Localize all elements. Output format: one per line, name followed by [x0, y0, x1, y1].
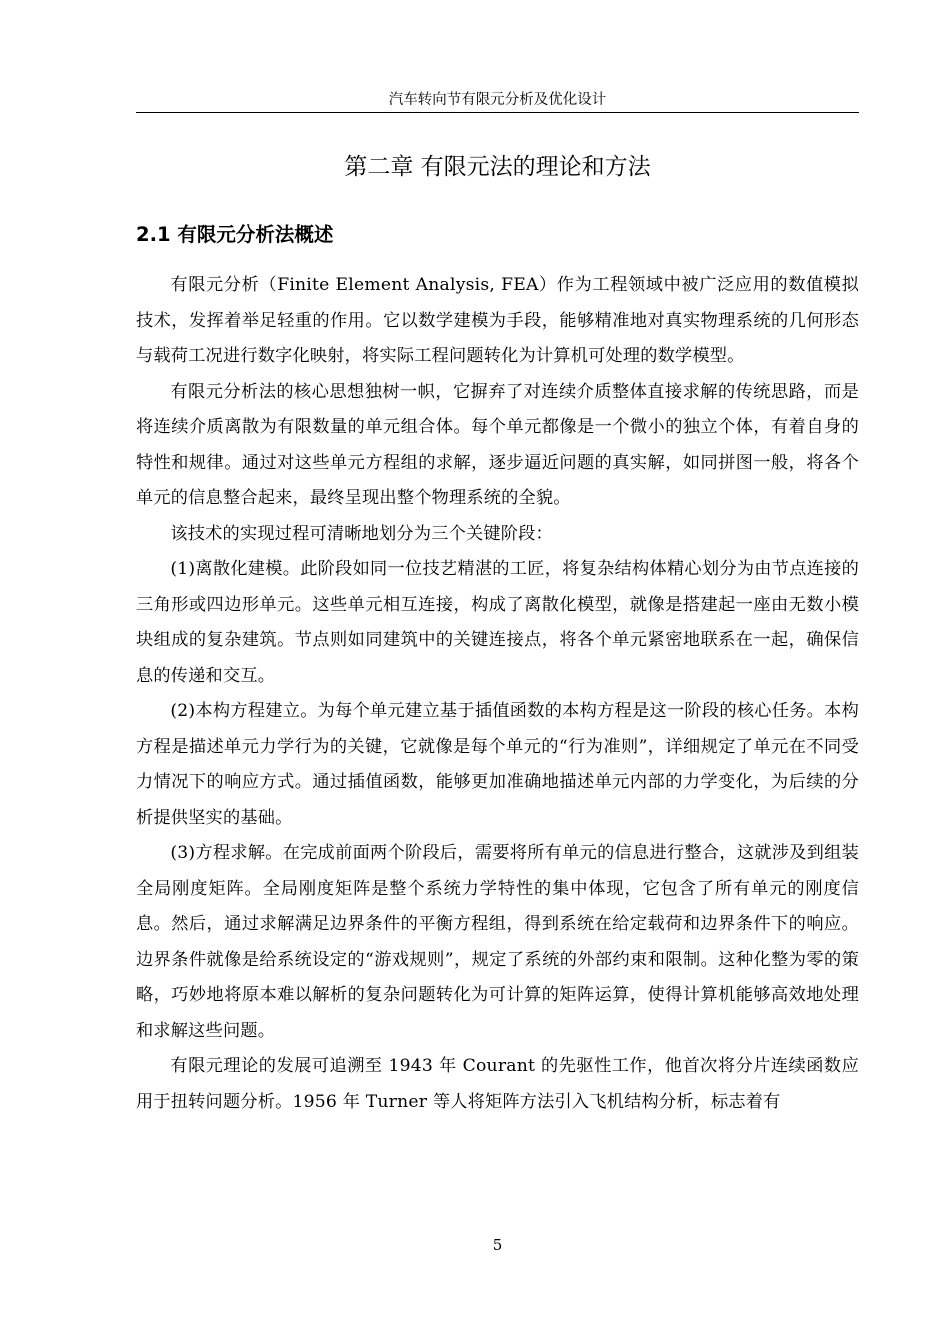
section-title: 2.1 有限元分析法概述 — [136, 223, 334, 246]
header-divider — [136, 112, 859, 113]
paragraph: (2)本构方程建立。为每个单元建立基于插值函数的本构方程是这一阶段的核心任务。本构方程是描述单元力学行为的关键，它就像是每个单元的“行为准则”，详细规定了单元在不同受力情况下的响应方式。通过插值函数，能够更加准确地描述单元内部的力学变化，为后续的分析提供坚实的基础。 — [136, 701, 859, 828]
body-text — [136, 268, 859, 1120]
paragraph: 该技术的实现过程可清晰地划分为三个关键阶段： — [170, 523, 553, 544]
page-number: 5 — [492, 1236, 503, 1254]
paragraph: (1)离散化建模。此阶段如同一位技艺精湛的工匠，将复杂结构体精心划分为由节点连接的三角形或四边形单元。这些单元相互连接，构成了离散化模型，就像是搭建起一座由无数小模块组成的复杂建筑。节点则如同建筑中的关键连接点，将各个单元紧密地联系在一起，确保信息的传递和交互。 — [136, 559, 859, 686]
running-header: 汽车转向节有限元分析及优化设计 — [388, 92, 607, 108]
chapter-title: 第二章 有限元法的理论和方法 — [344, 154, 651, 180]
paragraph: (3)方程求解。在完成前面两个阶段后，需要将所有单元的信息进行整合，这就涉及到组装全局刚度矩阵。全局刚度矩阵是整个系统力学特性的集中体现，它包含了所有单元的刚度信息。然后，通过求解满足边界条件的平衡方程组，得到系统在给定载荷和边界条件下的响应。边界条件就像是给系统设定的“游戏规则”，规定了系统的外部约束和限制。这种化整为零的策略，巧妙地将原本难以解析的复杂问题转化为可计算的矩阵运算，使得计算机能够高效地处理和求解这些问题。 — [136, 843, 859, 1041]
paragraph: 有限元分析法的核心思想独树一帜，它摒弃了对连续介质整体直接求解的传统思路，而是将连续介质离散为有限数量的单元组合体。每个单元都像是一个微小的独立个体，有着自身的特性和规律。通过对这些单元方程组的求解，逐步逼近问题的真实解，如同拼图一般，将各个单元的信息整合起来，最终呈现出整个物理系统的全貌。 — [136, 381, 859, 508]
paragraph: 有限元分析（Finite Element Analysis, FEA）作为工程领域中被广泛应用的数值模拟技术，发挥着举足轻重的作用。它以数学建模为手段，能够精准地对真实物理系统的几何形态与载荷工况进行数字化映射，将实际工程问题转化为计算机可处理的数学模型。 — [136, 275, 859, 366]
paragraph: 有限元理论的发展可追溯至 1943 年 Courant 的先驱性工作，他首次将分片连续函数应用于扭转问题分析。1956 年 Turner 等人将矩阵方法引入飞机结构分析，标志着有 — [136, 1056, 859, 1112]
